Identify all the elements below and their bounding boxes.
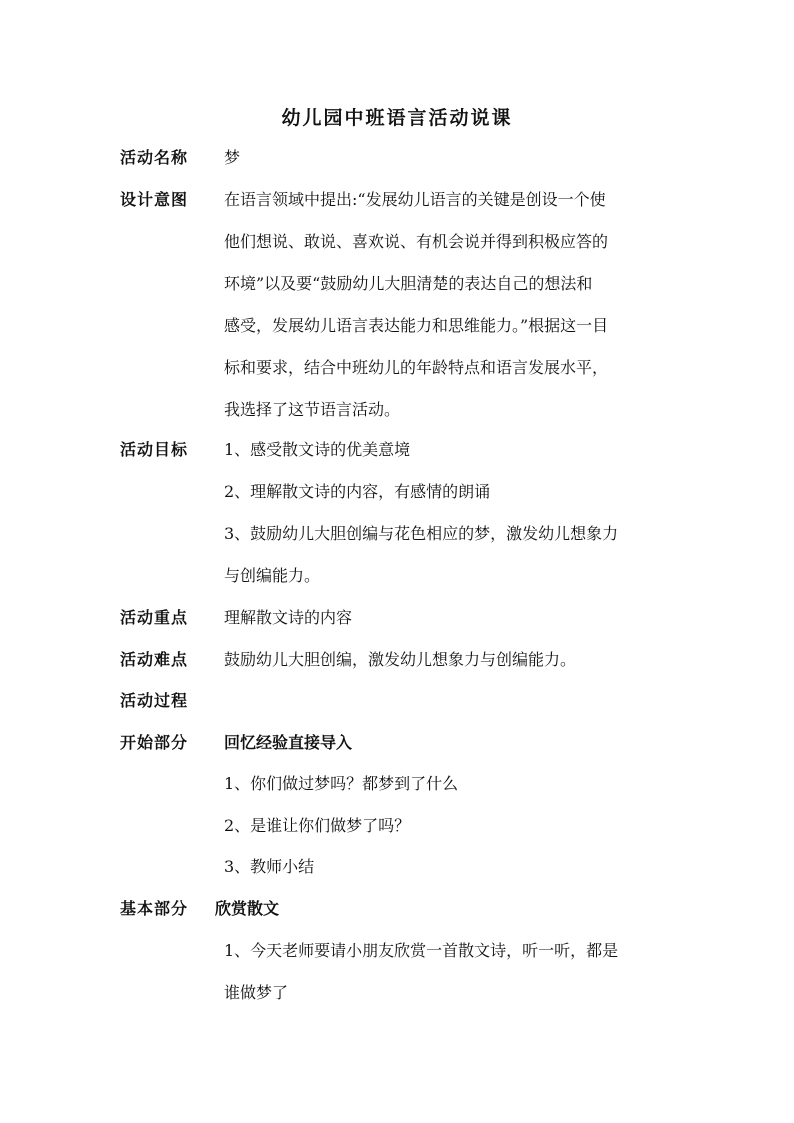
- start-step-line: 1、你们做过梦吗？都梦到了什么: [224, 774, 459, 793]
- design-intent-line: 标和要求，结合中班幼儿的年龄特点和语言发展水平，: [224, 358, 609, 377]
- activity-name-value: 梦: [224, 148, 241, 167]
- design-intent-line: 他们想说、敢说、喜欢说、有机会说并得到积极应答的: [224, 232, 609, 251]
- design-intent-line: 我选择了这节语言活动。: [224, 400, 401, 419]
- start-section-label: 开始部分: [120, 733, 189, 752]
- basic-step-line: 谁做梦了: [224, 983, 289, 1002]
- design-intent-line: 环境”以及要“鼓励幼儿大胆清楚的表达自己的想法和: [224, 274, 593, 293]
- goals-row: [0, 477, 794, 507]
- goals-row: [0, 561, 794, 591]
- design-intent-row: [0, 395, 794, 425]
- basic-section-row: [0, 894, 794, 924]
- design-intent-label: 设计意图: [120, 190, 189, 209]
- difficulty-row: [0, 645, 794, 675]
- basic-section-heading: 欣赏散文: [215, 899, 280, 918]
- start-section-row: [0, 728, 794, 758]
- key-point-label: 活动重点: [120, 608, 189, 627]
- design-intent-line: 感受，发展幼儿语言表达能力和思维能力。”根据这一目: [224, 316, 609, 335]
- activity-name-label: 活动名称: [120, 148, 189, 167]
- design-intent-row: [0, 227, 794, 257]
- goal-line: 2、理解散文诗的内容，有感情的朗诵: [224, 482, 491, 501]
- design-intent-row: [0, 269, 794, 299]
- document-title: 幼儿园中班语言活动说课: [281, 107, 513, 129]
- process-label: 活动过程: [120, 691, 189, 710]
- goal-line: 1、感受散文诗的优美意境: [224, 440, 411, 459]
- process-row: [0, 686, 794, 716]
- basic-section-item: [0, 936, 794, 966]
- start-step-line: 3、教师小结: [224, 857, 315, 876]
- goal-line: 与创编能力。: [224, 566, 321, 585]
- start-section-item: [0, 811, 794, 841]
- design-intent-row: [0, 311, 794, 341]
- basic-step-line: 1、今天老师要请小朋友欣赏一首散文诗，听一听，都是: [224, 941, 619, 960]
- design-intent-row: [0, 353, 794, 383]
- goals-row: [0, 519, 794, 549]
- key-point-row: [0, 603, 794, 633]
- basic-section-label: 基本部分: [120, 899, 189, 918]
- design-intent-row: [0, 185, 794, 215]
- key-point-value: 理解散文诗的内容: [224, 608, 353, 627]
- difficulty-value: 鼓励幼儿大胆创编，激发幼儿想象力与创编能力。: [224, 650, 577, 669]
- goal-line: 3、鼓励幼儿大胆创编与花色相应的梦，激发幼儿想象力: [224, 524, 619, 543]
- activity-name-row: [0, 143, 794, 173]
- difficulty-label: 活动难点: [120, 650, 189, 669]
- start-section-item: [0, 769, 794, 799]
- basic-section-item: [0, 978, 794, 1008]
- goals-label: 活动目标: [120, 440, 189, 459]
- goals-row: [0, 435, 794, 465]
- start-section-item: [0, 852, 794, 882]
- start-step-line: 2、是谁让你们做梦了吗？: [224, 816, 411, 835]
- design-intent-line: 在语言领域中提出:“发展幼儿语言的关键是创设一个使: [224, 190, 606, 209]
- start-section-heading: 回忆经验直接导入: [224, 733, 353, 752]
